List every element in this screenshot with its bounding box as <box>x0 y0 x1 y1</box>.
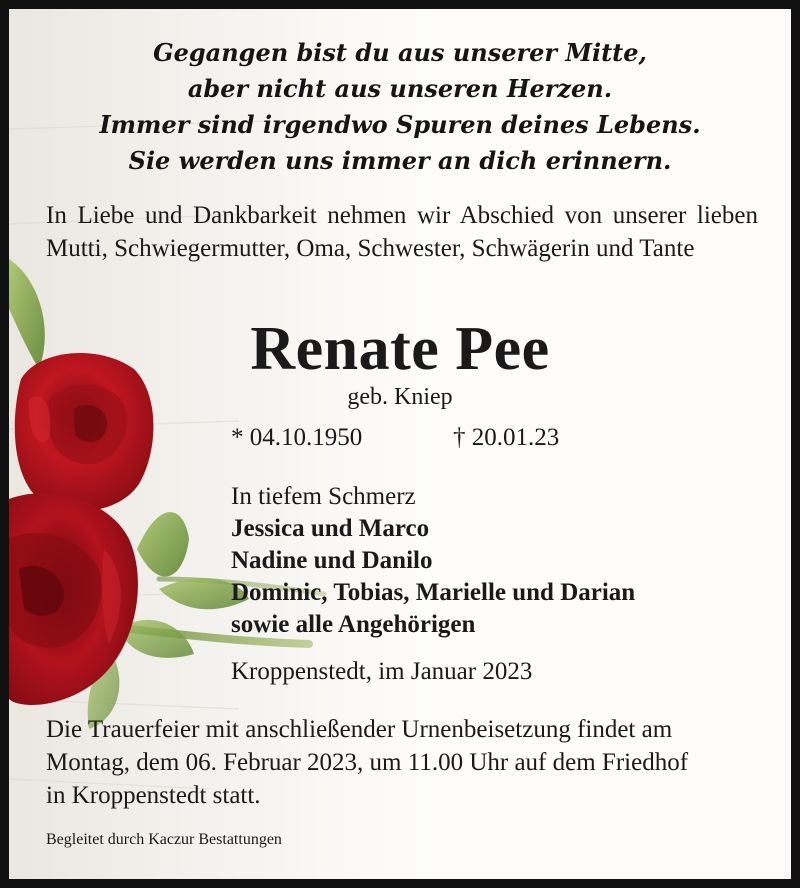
mourner-name: Jessica und Marco <box>231 515 430 542</box>
undertaker-credit: Begleitet durch Kaczur Bestattungen <box>46 831 282 848</box>
service-line: Die Trauerfeier mit anschließender Urnenbeisetzung findet am <box>46 716 673 743</box>
memorial-poem <box>9 35 791 179</box>
deceased-name: Renate Pee <box>250 315 550 383</box>
birth-date: * 04.10.1950 <box>231 424 363 451</box>
mourner-name: Dominic, Tobias, Marielle und Darian <box>231 579 636 606</box>
poem-line: Immer sind irgendwo Spuren deines Lebens. <box>99 110 701 139</box>
death-date: † 20.01.23 <box>453 424 560 451</box>
funeral-service-info <box>46 713 766 812</box>
mourner-name: Nadine und Danilo <box>231 547 433 574</box>
mourner-name: sowie alle Angehörigen <box>231 611 476 638</box>
service-line: Montag, dem 06. Februar 2023, um 11.00 Uhr auf dem Friedhof <box>46 749 689 776</box>
place-and-date: Kroppenstedt, im Januar 2023 <box>231 658 533 685</box>
intro-text: In Liebe und Dankbarkeit nehmen wir Abschied von unserer lieben Mutti, Schwiegermutter, Oma, Schwester, Schwägerin und Tante <box>46 202 758 262</box>
service-line: in Kroppenstedt statt. <box>46 782 261 809</box>
mourners-lead: In tiefem Schmerz <box>231 483 416 510</box>
notice-content <box>9 9 791 879</box>
maiden-name: geb. Kniep <box>347 384 453 410</box>
mourners-block <box>231 481 771 641</box>
poem-line: Gegangen bist du aus unserer Mitte, <box>153 38 647 67</box>
poem-line: aber nicht aus unseren Herzen. <box>187 74 613 103</box>
poem-line: Sie werden uns immer an dich erinnern. <box>128 146 672 175</box>
